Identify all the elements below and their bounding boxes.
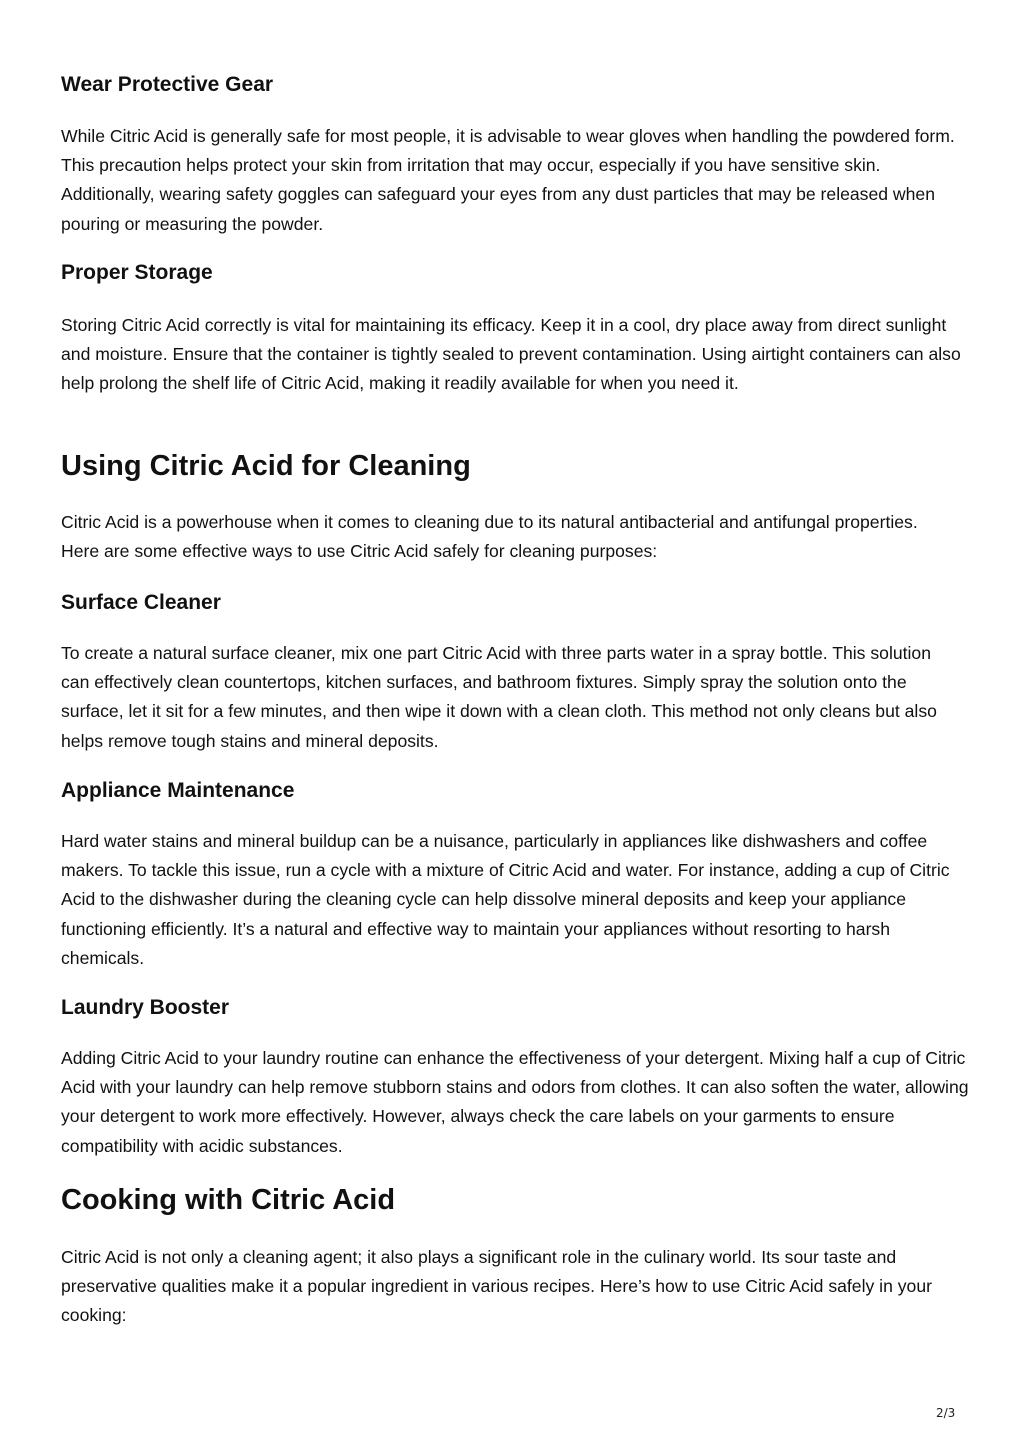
heading-wear-protective-gear: Wear Protective Gear [61, 73, 274, 96]
heading-surface-cleaner: Surface Cleaner [61, 591, 221, 614]
heading-using-citric-acid-for-cleaning: Using Citric Acid for Cleaning [61, 450, 471, 482]
paragraph-cleaning-intro: Citric Acid is a powerhouse when it comes to cleaning due to its natural antibacterial and antifungal properties. Here are some effective ways to use Citric Acid safely for cleaning purposes: [61, 512, 918, 562]
heading-laundry-booster: Laundry Booster [61, 996, 230, 1019]
paragraph-cooking-intro: Citric Acid is not only a cleaning agent; it also plays a significant role in the culinary world. Its sour taste and preservative qualities make it a popular ingredient in various recipes. Here’s how to use Citric Acid safely in your cooking: [61, 1247, 932, 1326]
paragraph-wear-protective-gear: While Citric Acid is generally safe for most people, it is advisable to wear gloves when handling the powdered form. This precaution helps protect your skin from irritation that may occur, especially if you have sensitive skin. Additionally, wearing safety goggles can safeguard your eyes from any dust particles that may be released when pouring or measuring the powder. [61, 126, 955, 234]
paragraph-appliance-maintenance: Hard water stains and mineral buildup can be a nuisance, particularly in appliances like dishwashers and coffee makers. To tackle this issue, run a cycle with a mixture of Citric Acid and water. For instance, adding a cup of Citric Acid to the dishwasher during the cleaning cycle can help dissolve mineral deposits and keep your appliance functioning efficiently. It’s a natural and effective way to maintain your appliances without resorting to harsh chemicals. [61, 831, 950, 968]
paragraph-proper-storage: Storing Citric Acid correctly is vital for maintaining its efficacy. Keep it in a cool, dry place away from direct sunlight and moisture. Ensure that the container is tightly sealed to prevent contamination. Using airtight containers can also help prolong the shelf life of Citric Acid, making it readily available for when you need it. [61, 315, 961, 394]
heading-appliance-maintenance: Appliance Maintenance [61, 779, 295, 802]
heading-cooking-with-citric-acid: Cooking with Citric Acid [61, 1184, 396, 1216]
paragraph-laundry-booster: Adding Citric Acid to your laundry routine can enhance the effectiveness of your detergent. Mixing half a cup of Citric Acid with your laundry can help remove stubborn stains and odors from clothes. It can also soften the water, allowing your detergent to work more effectively. However, always check the care labels on your garments to ensure compatibility with acidic substances. [61, 1048, 969, 1156]
paragraph-surface-cleaner: To create a natural surface cleaner, mix one part Citric Acid with three parts water in a spray bottle. This solution can effectively clean countertops, kitchen surfaces, and bathroom fixtures. Simply spray the solution onto the surface, let it sit for a few minutes, and then wipe it down with a clean cloth. This method not only cleans but also helps remove tough stains and mineral deposits. [61, 643, 937, 751]
page-number: 2/3 [936, 1406, 956, 1420]
heading-proper-storage: Proper Storage [61, 261, 213, 284]
